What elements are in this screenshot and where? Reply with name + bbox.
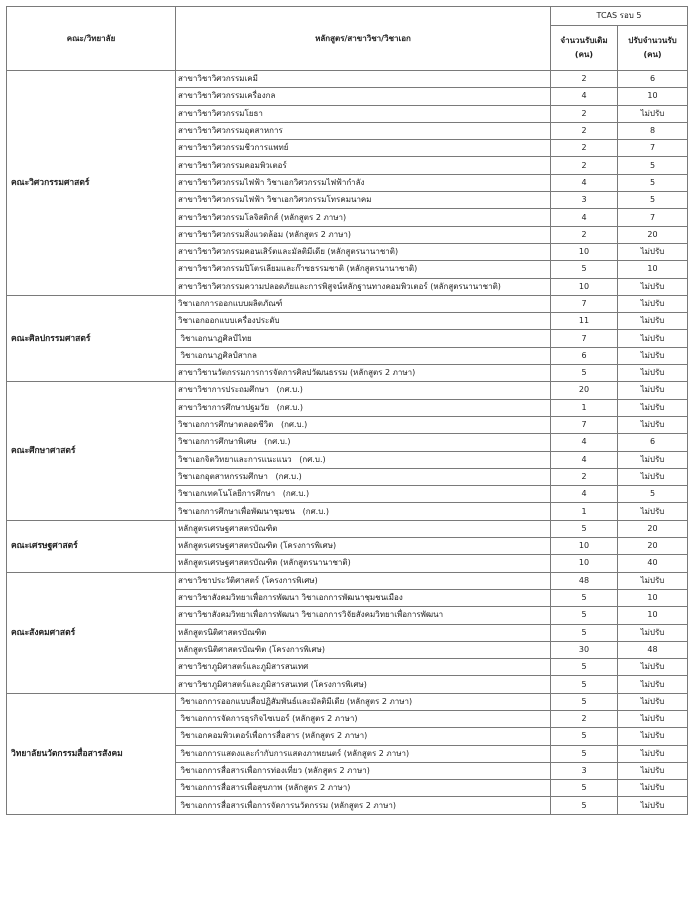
program-name: วิชาเอกเทคโนโลยีการศึกษา (กศ.บ.) — [176, 486, 551, 503]
program-name: สาขาวิชาวิศวกรรมปิโตรเลียมและก๊าซธรรมชาติ (หลักสูตรนานาชาติ) — [176, 261, 551, 278]
original-quota: 5 — [551, 589, 618, 606]
original-quota: 2 — [551, 105, 618, 122]
adjusted-quota: ไม่ปรับ — [618, 399, 688, 416]
original-quota: 5 — [551, 676, 618, 693]
original-quota: 5 — [551, 780, 618, 797]
program-name: วิชาเอกการสื่อสารเพื่อการท่องเที่ยว (หลักสูตร 2 ภาษา) — [176, 762, 551, 779]
original-quota: 20 — [551, 382, 618, 399]
adjusted-quota: ไม่ปรับ — [618, 416, 688, 433]
adjusted-quota: 10 — [618, 589, 688, 606]
original-quota: 7 — [551, 295, 618, 312]
adjusted-quota: ไม่ปรับ — [618, 278, 688, 295]
original-quota: 5 — [551, 797, 618, 814]
program-name: สาขาวิชาวิศวกรรมสิ่งแวดล้อม (หลักสูตร 2 ภาษา) — [176, 226, 551, 243]
adjusted-quota: 5 — [618, 192, 688, 209]
program-name: หลักสูตรเศรษฐศาสตรบัณฑิต — [176, 520, 551, 537]
program-name: วิชาเอกนาฏศิลป์สากล — [176, 347, 551, 364]
program-name: วิชาเอกการออกแบบผลิตภัณฑ์ — [176, 295, 551, 312]
program-name: สาขาวิชาสังคมวิทยาเพื่อการพัฒนา วิชาเอกการวิจัยสังคมวิทยาเพื่อการพัฒนา — [176, 607, 551, 624]
program-name: สาขาวิชาการศึกษาปฐมวัย (กศ.บ.) — [176, 399, 551, 416]
adjusted-quota: ไม่ปรับ — [618, 503, 688, 520]
adjusted-quota: 48 — [618, 641, 688, 658]
program-name: หลักสูตรเศรษฐศาสตรบัณฑิต (โครงการพิเศษ) — [176, 538, 551, 555]
faculty-name: คณะสังคมศาสตร์ — [7, 572, 176, 693]
original-quota: 4 — [551, 88, 618, 105]
adjusted-quota: ไม่ปรับ — [618, 330, 688, 347]
adjusted-quota-header: ปรับจำนวนรับ (คน) — [618, 26, 688, 71]
adjusted-quota: 10 — [618, 607, 688, 624]
program-name: สาขาวิชาสังคมวิทยาเพื่อการพัฒนา วิชาเอกการพัฒนาชุมชนเมือง — [176, 589, 551, 606]
original-quota: 2 — [551, 710, 618, 727]
adjusted-quota: ไม่ปรับ — [618, 105, 688, 122]
faculty-name: คณะศึกษาศาสตร์ — [7, 382, 176, 520]
original-quota: 1 — [551, 399, 618, 416]
program-name: วิชาเอกนาฏศิลป์ไทย — [176, 330, 551, 347]
original-quota: 6 — [551, 347, 618, 364]
program-name: วิชาเอกคอมพิวเตอร์เพื่อการสื่อสาร (หลักสูตร 2 ภาษา) — [176, 728, 551, 745]
adjusted-quota: ไม่ปรับ — [618, 745, 688, 762]
faculty-name: คณะวิศวกรรมศาสตร์ — [7, 71, 176, 296]
program-name: วิชาเอกการศึกษาตลอดชีวิต (กศ.บ.) — [176, 416, 551, 433]
adjusted-quota: 40 — [618, 555, 688, 572]
original-quota: 5 — [551, 607, 618, 624]
adjusted-quota: ไม่ปรับ — [618, 710, 688, 727]
original-quota: 30 — [551, 641, 618, 658]
round-header: TCAS รอบ 5 — [551, 7, 688, 26]
adjusted-quota: 5 — [618, 486, 688, 503]
program-name: สาขาวิชาวิศวกรรมโลจิสติกส์ (หลักสูตร 2 ภาษา) — [176, 209, 551, 226]
adjusted-quota: 5 — [618, 157, 688, 174]
program-name: วิชาเอกจิตวิทยาและการแนะแนว (กศ.บ.) — [176, 451, 551, 468]
adjusted-quota: 20 — [618, 226, 688, 243]
original-quota: 48 — [551, 572, 618, 589]
original-quota: 4 — [551, 451, 618, 468]
program-name: สาขาวิชาภูมิศาสตร์และภูมิสารสนเทศ — [176, 659, 551, 676]
table-row — [7, 693, 688, 710]
program-name: วิชาเอกอุตสาหกรรมศึกษา (กศ.บ.) — [176, 468, 551, 485]
table-row — [7, 572, 688, 589]
adjusted-quota: ไม่ปรับ — [618, 451, 688, 468]
original-quota: 4 — [551, 434, 618, 451]
original-quota: 4 — [551, 174, 618, 191]
original-quota: 7 — [551, 330, 618, 347]
original-quota-header: จำนวนรับเดิม (คน) — [551, 26, 618, 71]
table-row — [7, 295, 688, 312]
original-quota: 5 — [551, 261, 618, 278]
adjusted-quota: ไม่ปรับ — [618, 728, 688, 745]
adjusted-quota: 10 — [618, 261, 688, 278]
program-name: วิชาเอกการจัดการธุรกิจไซเบอร์ (หลักสูตร 2 ภาษา) — [176, 710, 551, 727]
adjusted-quota: ไม่ปรับ — [618, 365, 688, 382]
adjusted-quota: ไม่ปรับ — [618, 295, 688, 312]
program-name: สาขาวิชาวิศวกรรมไฟฟ้า วิชาเอกวิศวกรรมไฟฟ้ากำลัง — [176, 174, 551, 191]
program-name: วิชาเอกการออกแบบสื่อปฏิสัมพันธ์และมัลติมีเดีย (หลักสูตร 2 ภาษา) — [176, 693, 551, 710]
program-name: สาขาวิชาวิศวกรรมอุตสาหการ — [176, 122, 551, 139]
adjusted-quota: 20 — [618, 538, 688, 555]
original-quota: 1 — [551, 503, 618, 520]
program-name: วิชาเอกการศึกษาเพื่อพัฒนาชุมชน (กศ.บ.) — [176, 503, 551, 520]
faculty-name: วิทยาลัยนวัตกรรมสื่อสารสังคม — [7, 693, 176, 814]
program-name: สาขาวิชาวิศวกรรมชีวการแพทย์ — [176, 140, 551, 157]
original-quota: 2 — [551, 468, 618, 485]
original-quota: 4 — [551, 486, 618, 503]
program-name: วิชาเอกการสื่อสารเพื่อการจัดการนวัตกรรม (หลักสูตร 2 ภาษา) — [176, 797, 551, 814]
program-name: หลักสูตรเศรษฐศาสตรบัณฑิต (หลักสูตรนานาชาติ) — [176, 555, 551, 572]
original-quota: 10 — [551, 243, 618, 260]
program-name: สาขาวิชาวิศวกรรมไฟฟ้า วิชาเอกวิศวกรรมโทรคมนาคม — [176, 192, 551, 209]
original-quota: 10 — [551, 555, 618, 572]
table-header — [7, 7, 688, 71]
original-quota: 5 — [551, 693, 618, 710]
adjusted-quota: 6 — [618, 71, 688, 88]
program-name: สาขาวิชานวัตกรรมการการจัดการศิลปวัฒนธรรม (หลักสูตร 2 ภาษา) — [176, 365, 551, 382]
original-quota: 2 — [551, 122, 618, 139]
adjusted-quota: 7 — [618, 209, 688, 226]
program-name: สาขาวิชาวิศวกรรมเคมี — [176, 71, 551, 88]
original-quota: 2 — [551, 71, 618, 88]
adjusted-quota: ไม่ปรับ — [618, 780, 688, 797]
table-row — [7, 520, 688, 537]
original-quota: 5 — [551, 624, 618, 641]
original-quota: 3 — [551, 192, 618, 209]
adjusted-quota: ไม่ปรับ — [618, 243, 688, 260]
program-name: สาขาวิชาวิศวกรรมคอมพิวเตอร์ — [176, 157, 551, 174]
program-name: วิชาเอกออกแบบเครื่องประดับ — [176, 313, 551, 330]
adjusted-quota: 20 — [618, 520, 688, 537]
program-name: สาขาวิชาวิศวกรรมเครื่องกล — [176, 88, 551, 105]
table-body — [7, 71, 688, 815]
adjusted-quota: ไม่ปรับ — [618, 762, 688, 779]
original-quota: 2 — [551, 140, 618, 157]
adjusted-quota: 7 — [618, 140, 688, 157]
program-name: วิชาเอกการศึกษาพิเศษ (กศ.บ.) — [176, 434, 551, 451]
adjusted-quota: ไม่ปรับ — [618, 347, 688, 364]
tcas-quota-table — [6, 6, 688, 815]
program-column-header: หลักสูตร/สาขาวิชา/วิชาเอก — [176, 7, 551, 71]
adjusted-quota: ไม่ปรับ — [618, 797, 688, 814]
adjusted-quota: ไม่ปรับ — [618, 693, 688, 710]
program-name: สาขาวิชาภูมิศาสตร์และภูมิสารสนเทศ (โครงการพิเศษ) — [176, 676, 551, 693]
program-name: สาขาวิชาประวัติศาสตร์ (โครงการพิเศษ) — [176, 572, 551, 589]
adjusted-quota: ไม่ปรับ — [618, 659, 688, 676]
adjusted-quota: ไม่ปรับ — [618, 313, 688, 330]
faculty-name: คณะเศรษฐศาสตร์ — [7, 520, 176, 572]
program-name: หลักสูตรนิติศาสตรบัณฑิต (โครงการพิเศษ) — [176, 641, 551, 658]
adjusted-quota: 5 — [618, 174, 688, 191]
program-name: หลักสูตรนิติศาสตรบัณฑิต — [176, 624, 551, 641]
original-quota: 10 — [551, 538, 618, 555]
original-quota: 5 — [551, 745, 618, 762]
adjusted-quota: ไม่ปรับ — [618, 382, 688, 399]
program-name: วิชาเอกการสื่อสารเพื่อสุขภาพ (หลักสูตร 2 ภาษา) — [176, 780, 551, 797]
faculty-name: คณะศิลปกรรมศาสตร์ — [7, 295, 176, 381]
original-quota: 5 — [551, 520, 618, 537]
program-name: วิชาเอกการแสดงและกำกับการแสดงภาพยนตร์ (หลักสูตร 2 ภาษา) — [176, 745, 551, 762]
adjusted-quota: 10 — [618, 88, 688, 105]
adjusted-quota: ไม่ปรับ — [618, 676, 688, 693]
table-row — [7, 382, 688, 399]
adjusted-quota: 8 — [618, 122, 688, 139]
adjusted-quota: ไม่ปรับ — [618, 624, 688, 641]
original-quota: 5 — [551, 659, 618, 676]
original-quota: 11 — [551, 313, 618, 330]
original-quota: 3 — [551, 762, 618, 779]
original-quota: 7 — [551, 416, 618, 433]
original-quota: 5 — [551, 365, 618, 382]
adjusted-quota: ไม่ปรับ — [618, 572, 688, 589]
original-quota: 4 — [551, 209, 618, 226]
original-quota: 10 — [551, 278, 618, 295]
program-name: สาขาวิชาวิศวกรรมโยธา — [176, 105, 551, 122]
adjusted-quota: 6 — [618, 434, 688, 451]
original-quota: 2 — [551, 226, 618, 243]
original-quota: 2 — [551, 157, 618, 174]
original-quota: 5 — [551, 728, 618, 745]
program-name: สาขาวิชาวิศวกรรมคอนเสิร์ตและมัลติมีเดีย (หลักสูตรนานาชาติ) — [176, 243, 551, 260]
table-row — [7, 71, 688, 88]
program-name: สาขาวิชาวิศวกรรมความปลอดภัยและการพิสูจน์หลักฐานทางคอมพิวเตอร์ (หลักสูตรนานาชาติ) — [176, 278, 551, 295]
faculty-column-header: คณะ/วิทยาลัย — [7, 7, 176, 71]
program-name: สาขาวิชาการประถมศึกษา (กศ.บ.) — [176, 382, 551, 399]
adjusted-quota: ไม่ปรับ — [618, 468, 688, 485]
